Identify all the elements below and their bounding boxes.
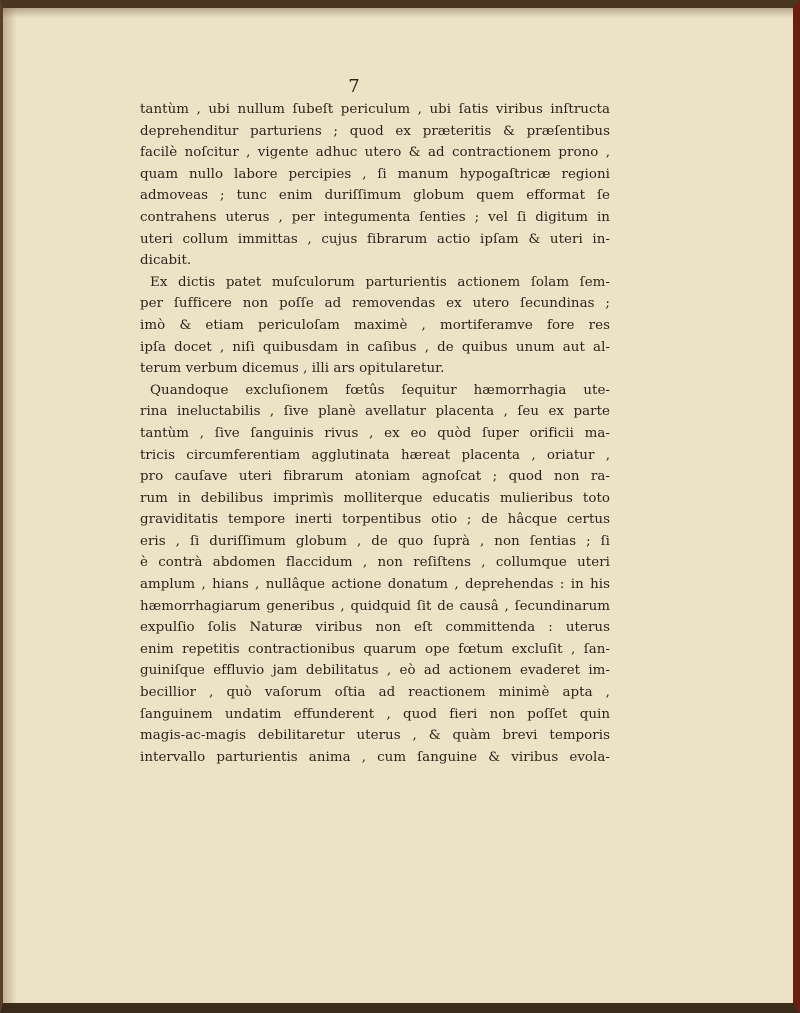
page-number: 7 [348,76,360,97]
text-line: pro cauſave uteri fibrarum atoniam agnoſcat ; quod non ra- [140,469,610,485]
text-line: ipſa docet , niſi quibusdam in caſibus , de quibus unum aut al- [140,339,610,355]
text-line: contrahens uterus , per integumenta ſenties ; vel ſi digitum in [140,209,610,225]
text-line: quam nullo labore percipies , ſi manum hypogaſtricæ regioni [140,166,610,182]
page-edge-stain [3,8,17,1003]
text-line: Quandoque excluſionem fœtûs ſequitur hæmorrhagia ute- [150,382,610,398]
text-line: magis-ac-magis debilitaretur uterus , & quàm brevi temporis [140,728,610,744]
text-line: hæmorrhagiarum generibus , quidquid ſit de causâ , ſecundinarum [140,598,610,614]
text-line: ſanguinem undatim effunderent , quod fieri non poſſet quin [140,706,610,722]
text-line: rina ineluctabilis , ſive planè avellatur placenta , ſeu ex parte [140,404,610,420]
text-line: deprehenditur parturiens ; quod ex præteritis & præſentibus [140,123,610,139]
text-line: graviditatis tempore inerti torpentibus otio ; de hâcque certus [140,512,610,528]
text-line: tantùm , ſive ſanguinis rivus , ex eo quòd ſuper orificii ma- [140,425,610,441]
paragraph-3 [140,380,610,769]
text-line: è contrà abdomen flaccidum , non reſiſtens , collumque uteri [140,555,610,571]
text-line: per ſufficere non poſſe ad removendas ex utero ſecundinas ; [140,296,610,312]
text-line: expulſio ſolis Naturæ viribus non eſt committenda : uterus [140,620,610,636]
text-line: imò & etiam periculoſam maximè , mortiferamve fore res [140,317,610,333]
text-line: facilè noſcitur , vigente adhuc utero & ad contractionem prono , [140,145,610,161]
text-line: terum verbum dicemus , illi ars opitularetur. [140,361,445,377]
text-line: Ex dictis patet muſculorum parturientis actionem ſolam ſem- [150,274,610,290]
text-line: eris , ſi duriſſimum globum , de quo ſuprà , non ſentias ; ſi [140,533,610,549]
text-line: tantùm , ubi nullum ſubeſt periculum , ubi ſatis viribus inſtructa [140,102,610,117]
text-line: amplum , hians , nullâque actione donatum , deprehendas : in his [140,577,610,593]
paragraph-2 [140,272,610,380]
text-line: uteri collum immittas , cujus fibrarum actio ipſam & uteri in- [140,231,610,247]
text-line: dicabit. [140,253,192,269]
text-line: rum in debilibus imprimìs molliterque educatis mulieribus toto [140,490,610,506]
text-line: becillior , quò vaſorum oſtia ad reactionem minimè apta , [140,685,610,701]
text-line: enim repetitis contractionibus quarum ope fœtum excluſit , ſan- [140,641,610,657]
text-line: intervallo parturientis anima , cum ſanguine & viribus evola- [140,749,610,765]
text-line: guiniſque effluvio jam debilitatus , eò ad actionem evaderet im- [140,663,610,679]
body-text [140,99,610,768]
page-top-stain [3,8,793,18]
text-line: tricis circumferentiam agglutinata hæreat placenta , oriatur , [140,447,610,463]
paragraph-1 [140,99,610,272]
text-line: admoveas ; tunc enim duriſſimum globum quem efformat ſe [140,188,610,204]
